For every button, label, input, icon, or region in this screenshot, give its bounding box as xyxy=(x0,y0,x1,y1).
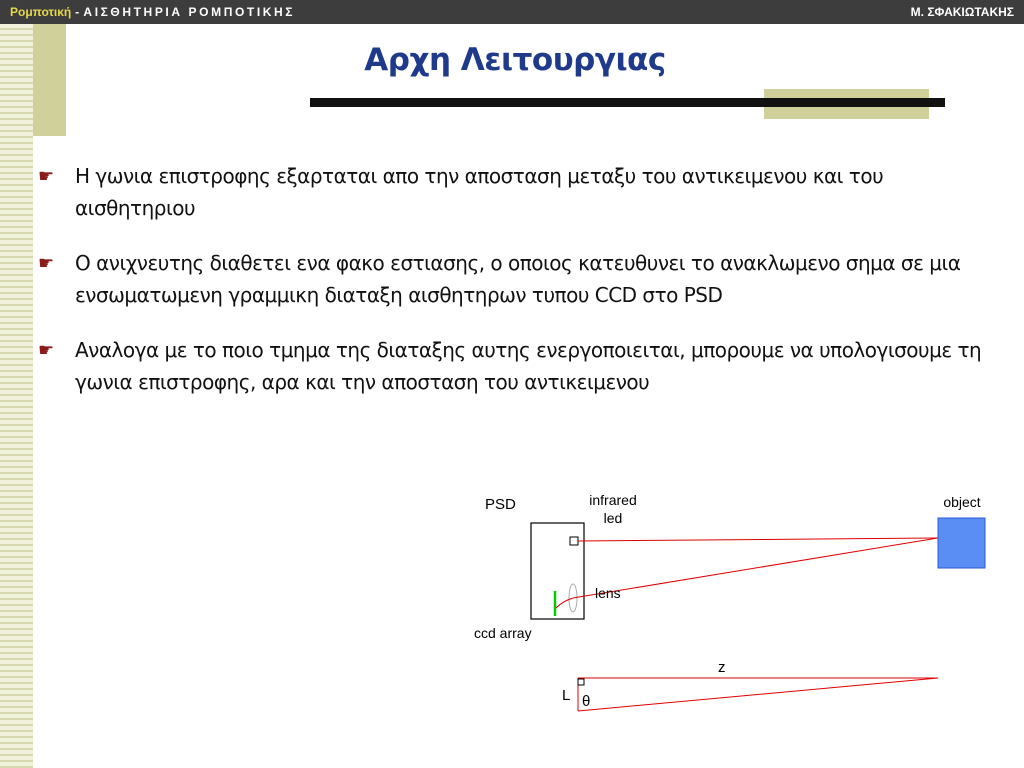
slide-title: Αρχη Λειτουργιας xyxy=(364,42,666,78)
led-label-line2: led xyxy=(603,510,623,526)
hypotenuse-line xyxy=(578,678,938,711)
bullet-list xyxy=(38,160,988,421)
bullet-text: Αναλογα με το ποιο τμημα της διαταξης αυτης ενεργοποιειται, μπορουμε να υπολογισουμε τη γωνια επιστροφης, αρα και την αποσταση του αντικειμενου xyxy=(75,338,982,394)
header-title xyxy=(10,5,295,19)
bullet-text: Η γωνια επιστροφης εξαρταται απο την αποσταση μεταξυ του αντικειμενου και του αισθητηριου xyxy=(75,164,884,220)
reflected-beam xyxy=(573,538,938,598)
course-subtitle: ΑΙΣΘΗΤΗΡΙΑ ΡΟΜΠΟΤΙΚΗΣ xyxy=(83,5,296,19)
course-name: Ρομποτική xyxy=(10,5,72,19)
l-label: L xyxy=(562,687,571,704)
bullet-item xyxy=(38,247,988,311)
bullet-item xyxy=(38,334,988,398)
decorative-stripes xyxy=(0,24,33,768)
theta-label: θ xyxy=(582,693,591,710)
infrared-led xyxy=(570,537,578,545)
psd-diagram xyxy=(460,480,1000,730)
object-label: object xyxy=(943,494,981,510)
hand-pointer-icon: ☛ xyxy=(38,253,54,274)
author-name: Μ. ΣΦΑΚΙΩΤΑΚΗΣ xyxy=(910,5,1014,19)
header-separator: - xyxy=(71,5,84,19)
z-label: z xyxy=(718,659,726,676)
bullet-item xyxy=(38,160,988,224)
psd-label: PSD xyxy=(485,496,516,513)
header-bar xyxy=(0,0,1024,24)
ccd-label: ccd array xyxy=(474,625,532,641)
bullet-text: Ο ανιχνευτης διαθετει ενα φακο εστιασης, ο οποιος κατευθυνει το ανακλωμενο σημα σε μια ενσωματωμενη γραμμικη διαταξη αισθητηρων τυπου CCD στο PSD xyxy=(75,251,961,307)
right-angle-marker xyxy=(578,679,584,685)
title-underline xyxy=(310,98,945,107)
hand-pointer-icon: ☛ xyxy=(38,166,54,187)
led-label-line1: infrared xyxy=(589,492,637,508)
hand-pointer-icon: ☛ xyxy=(38,340,54,361)
lens-label: lens xyxy=(595,585,621,601)
object-box xyxy=(938,518,985,568)
decorative-block xyxy=(33,24,66,136)
emitted-beam xyxy=(578,538,938,541)
